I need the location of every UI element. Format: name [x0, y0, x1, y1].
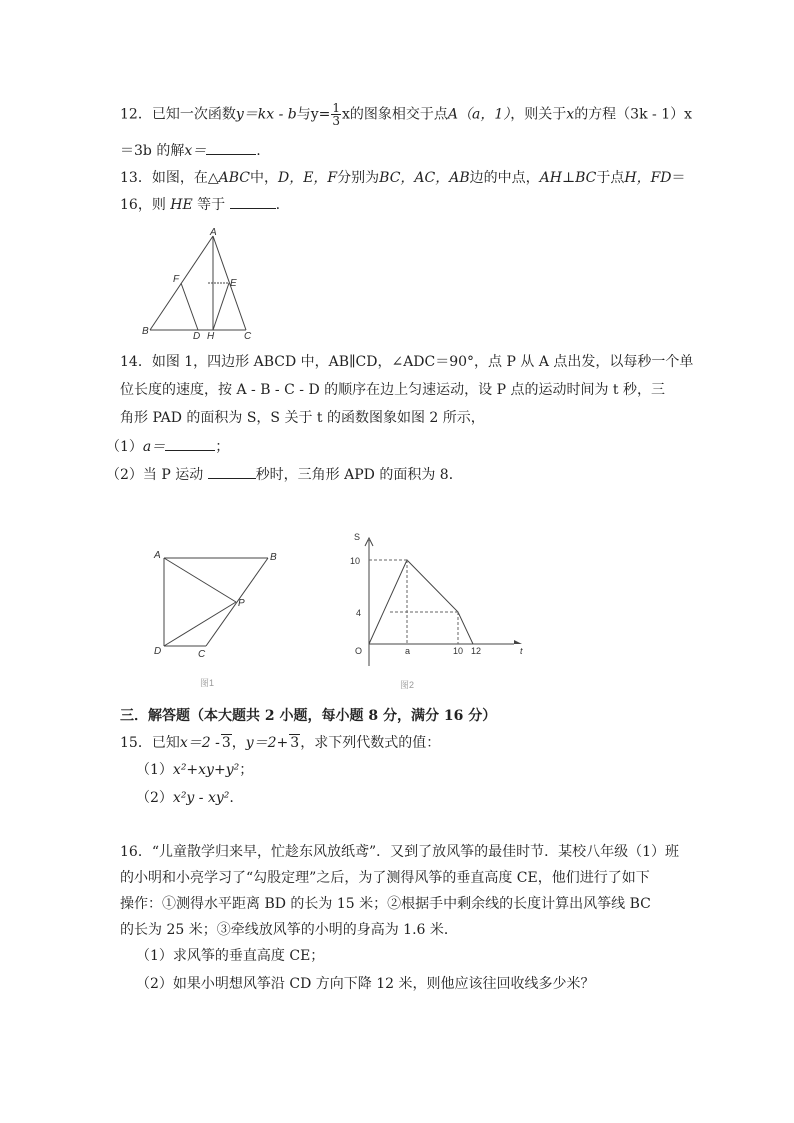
q15-part2-expr: x²y - xy²	[172, 790, 230, 806]
q15-sqrt-x: 3	[221, 735, 231, 751]
q12-line2-text: ＝3b 的解	[120, 143, 185, 159]
q15-text-b: ，	[231, 735, 246, 751]
q14-part1-num: （1）	[106, 439, 143, 455]
q13-h: H，FD	[624, 170, 672, 186]
q14-part1-end: ；	[215, 439, 230, 455]
q12-text-c: x的图象相交于点	[342, 106, 448, 123]
q14-fig2-caption: 图2	[400, 680, 415, 690]
q13-label-a: A	[210, 227, 217, 238]
q15-text-c: ，求下列代数式的值：	[300, 735, 441, 751]
q14-fig1-label-p: P	[238, 598, 245, 609]
q16-line4: 的长为 25 米；③牵线放风筝的小明的身高为 1.6 米．	[120, 922, 458, 938]
q14-fig2-tick-10x: 10	[453, 646, 464, 656]
q14-fig1-label-c: C	[198, 649, 206, 660]
q14-line2: 位长度的速度，按 A - B - C - D 的顺序在边上匀速运动，设 P 点的运动时间为 t 秒，三	[120, 382, 665, 398]
q14-part2	[106, 464, 463, 485]
q14-fig2-tick-a: a	[405, 646, 411, 656]
q14-fig1-label-d: D	[154, 646, 162, 657]
q13-text-d: 边的中点，	[469, 170, 540, 186]
q14-part2-text-b: 秒时，三角形 APD 的面积为 8．	[255, 467, 463, 483]
q13-line2	[120, 194, 280, 215]
q14-fig1-label-b: B	[270, 552, 277, 563]
q13-sides: BC，AC，AB	[379, 170, 470, 186]
q15-part1-expr: x²+xy+y²	[172, 762, 240, 778]
q13-text-b: 中，	[249, 170, 278, 186]
q16-part1: （1）求风筝的垂直高度 CE；	[136, 948, 325, 964]
q12-text: 12．已知一次函数	[120, 106, 236, 123]
q13-he: HE	[170, 197, 193, 213]
q12-fraction	[331, 102, 341, 127]
q13-text-a: 13．如图，在△	[120, 170, 219, 186]
q14-part1-label: a＝	[142, 439, 166, 455]
q15-part2-num: （2）	[136, 790, 173, 806]
q13-triangle-figure	[140, 226, 260, 344]
q14-figure2-graph	[334, 528, 534, 696]
q13-label-f: F	[173, 274, 180, 285]
q15-part1-num: （1）	[136, 762, 173, 778]
q12-line2	[120, 140, 261, 161]
q15-sqrt-y: 3	[290, 735, 300, 751]
q15-part1	[136, 760, 253, 780]
q13-label-c: C	[244, 331, 252, 342]
q15-part1-end: ；	[239, 762, 254, 778]
q15-x-eq: x＝2 -	[179, 735, 220, 751]
q14-part2-blank[interactable]	[208, 464, 256, 479]
q13-label-d: D	[193, 331, 201, 342]
q13-line1	[120, 168, 686, 188]
q12-answer-blank[interactable]	[206, 140, 256, 155]
q13-label-h: H	[207, 331, 215, 342]
q14-fig2-tick-12x: 12	[471, 646, 482, 656]
q12-point: A（a，1）	[447, 106, 511, 123]
q13-defs: D，E，F	[277, 170, 338, 186]
q14-part1-blank[interactable]	[165, 436, 215, 451]
q15-text-a: 15．已知	[120, 735, 180, 751]
q14-fig2-origin: O	[355, 646, 363, 656]
q13-text-c: 分别为	[337, 170, 380, 186]
q13-line2-b: 等于	[197, 197, 226, 213]
q12-frac-num: 1	[332, 101, 340, 115]
q16-line1: 16．“儿童散学归来早，忙趁东风放纸鸢”．又到了放风筝的最佳时节．某校八年级（1）班	[120, 844, 680, 860]
q13-text-e: 于点	[596, 170, 625, 186]
q14-fig1-label-a: A	[154, 550, 161, 561]
q14-fig2-tick-10y: 10	[350, 556, 361, 566]
q12-line1	[120, 102, 692, 127]
q14-fig2-tick-4y: 4	[356, 608, 362, 618]
q12-frac-den: 3	[332, 114, 340, 128]
q14-fig2-axis-t: t	[520, 646, 523, 656]
q15-part2-end: .	[229, 790, 234, 806]
q12-func1: y＝kx - b	[235, 106, 297, 123]
q13-ah: AH⊥BC	[539, 170, 597, 186]
q16-part2: （2）如果小明想风筝沿 CD 方向下降 12 米，则他应该往回收线多少米？	[136, 976, 595, 992]
q13-text-f: ＝	[671, 170, 686, 186]
q16-line3: 操作：①测得水平距离 BD 的长为 15 米；②根据手中剩余线的长度计算出风筝线 BC	[120, 896, 651, 912]
q15-line1	[120, 733, 440, 753]
q12-answer-label: x＝	[184, 143, 207, 159]
section3-title: 三．解答题（本大题共 2 小题，每小题 8 分，满分 16 分）	[120, 708, 497, 724]
q13-answer-blank[interactable]	[230, 194, 276, 209]
q14-part2-text: （2）当 P 运动	[106, 467, 204, 483]
q14-figure1	[146, 544, 286, 694]
q14-fig1-caption: 图1	[200, 678, 215, 688]
q13-abc: ABC	[218, 170, 250, 186]
q14-line1: 14．如图 1，四边形 ABCD 中，AB∥CD，∠ADC＝90°，点 P 从 A 点出发，以每秒一个单	[120, 354, 694, 370]
q14-fig2-axis-s: S	[354, 532, 361, 542]
q12-text-e: 的方程（3k - 1）x	[574, 106, 693, 123]
q12-text-d: ，则关于	[510, 106, 567, 123]
q12-var: x	[566, 106, 575, 123]
q13-label-e: E	[230, 278, 237, 289]
q14-line3: 角形 PAD 的面积为 S，S 关于 t 的函数图象如图 2 所示，	[120, 410, 485, 426]
q13-label-b: B	[142, 326, 149, 337]
q14-part1	[106, 436, 229, 457]
q12-text-b: 与y=	[296, 106, 331, 123]
q15-y-eq: y＝2+	[245, 735, 289, 751]
q12-line2-end: .	[256, 143, 261, 159]
q16-line2: 的小明和小亮学习了“勾股定理”之后，为了测得风筝的垂直高度 CE，他们进行了如下	[120, 870, 650, 886]
q15-part2	[136, 788, 234, 808]
q13-line2-end: .	[275, 197, 281, 213]
q13-line2-a: 16，则	[120, 197, 166, 213]
